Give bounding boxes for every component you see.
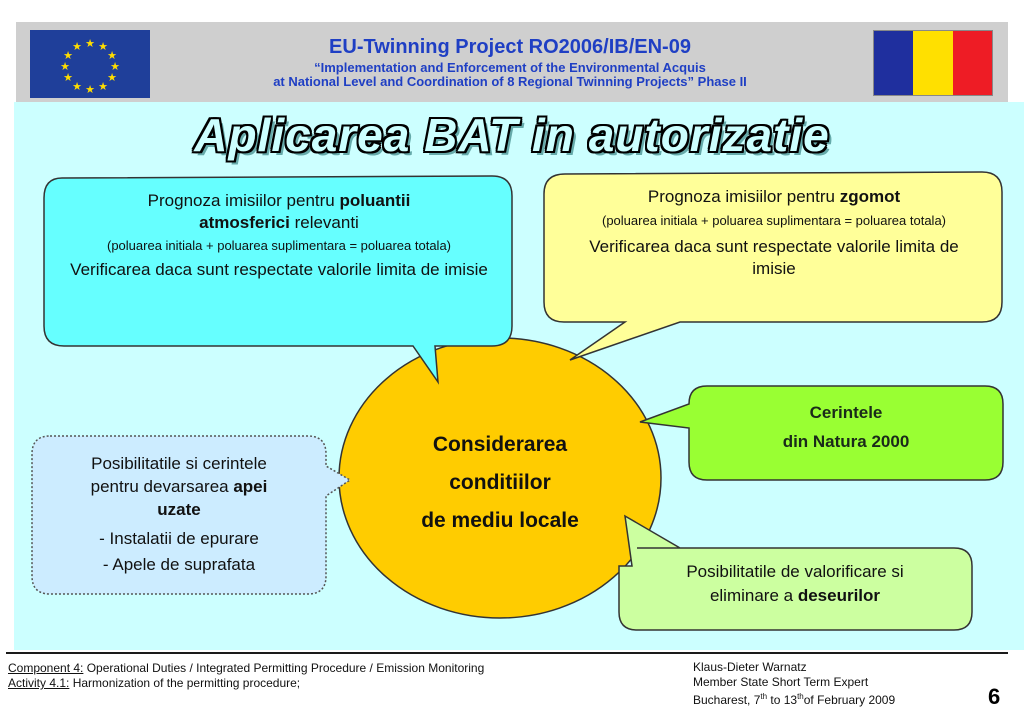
project-subtitle-2: at National Level and Coordination of 8 Regional Twinning Projects” Phase II <box>273 74 747 89</box>
date-sup-1: th <box>760 692 768 701</box>
air-formula: (poluarea initiala + poluarea suplimentara = poluarea totala) <box>107 238 451 253</box>
waste-line-2-bold: deseurilor <box>797 586 881 605</box>
noise-formula: (poluarea initiala + poluarea suplimentara = poluarea totala) <box>602 213 946 228</box>
footer-component <box>8 661 484 675</box>
svg-text:★: ★ <box>98 41 108 53</box>
svg-text:★: ★ <box>60 61 70 73</box>
water-item-1: - Instalatii de epurare <box>99 529 259 548</box>
center-line-1: Considerarea <box>432 433 568 456</box>
air-line-1-bold: poluantii <box>339 191 411 210</box>
project-title: EU-Twinning Project RO2006/IB/EN-09 <box>329 36 691 58</box>
date-part-3: of February 2009 <box>803 693 896 707</box>
center-line-2: conditiilor <box>449 471 551 494</box>
air-check: Verificarea daca sunt respectate valorile limita de imisie <box>70 260 488 279</box>
air-text <box>56 190 502 281</box>
footer-activity-label: Activity 4.1: <box>8 676 70 690</box>
project-subtitle-1: “Implementation and Enforcement of the Environmental Acquis <box>314 60 706 75</box>
noise-line-1: Prognoza imisiilor pentru <box>647 187 840 206</box>
svg-text:★: ★ <box>85 84 95 96</box>
air-line-2-bold: atmosferici <box>199 213 290 232</box>
slide-title: Aplicarea BAT in autorizatie <box>194 109 830 161</box>
noise-text <box>556 186 992 280</box>
waste-line-2: eliminare a <box>709 586 798 605</box>
footer-component-label: Component 4: <box>8 661 84 675</box>
center-line-3: de mediu locale <box>421 509 579 532</box>
water-line-2-bold: apei <box>233 477 268 496</box>
svg-text:★: ★ <box>107 72 117 84</box>
svg-text:★: ★ <box>72 81 82 93</box>
date-part-2: to 13 <box>767 693 798 707</box>
footer-activity-text: Harmonization of the permitting procedure; <box>69 676 301 690</box>
footer-role: Member State Short Term Expert <box>693 675 869 689</box>
natura-line-2: din Natura 2000 <box>782 432 910 451</box>
footer-divider <box>6 652 1008 654</box>
date-part-1: Bucharest, 7 <box>693 693 761 707</box>
water-item-2: - Apele de suprafata <box>102 555 256 574</box>
svg-text:★: ★ <box>110 61 120 73</box>
svg-text:★: ★ <box>72 41 82 53</box>
center-text <box>380 426 620 540</box>
water-line-3-bold: uzate <box>157 500 201 519</box>
date-sup-2: th <box>797 692 804 701</box>
natura-text <box>692 398 1000 456</box>
waste-text <box>622 560 968 608</box>
noise-line-1-bold: zgomot <box>839 187 901 206</box>
natura-line-1: Cerintele <box>809 403 883 422</box>
water-line-2: pentru devarsarea <box>90 477 234 496</box>
svg-text:★: ★ <box>63 72 73 84</box>
air-line-1: Prognoza imisiilor pentru <box>147 191 340 210</box>
footer-author: Klaus-Dieter Warnatz <box>693 660 807 674</box>
water-text <box>36 452 322 576</box>
page-number: 6 <box>988 684 1001 709</box>
footer-component-text: Operational Duties / Integrated Permitting Procedure / Emission Monitoring <box>83 661 485 675</box>
footer-activity <box>8 676 300 690</box>
waste-line-1: Posibilitatile de valorificare si <box>686 562 904 581</box>
air-line-2: relevanti <box>289 213 359 232</box>
svg-text:★: ★ <box>98 81 108 93</box>
footer-date <box>693 690 895 707</box>
noise-check: Verificarea daca sunt respectate valorile limita de imisie <box>589 237 959 278</box>
svg-text:★: ★ <box>63 50 73 62</box>
water-line-1: Posibilitatile si cerintele <box>91 454 267 473</box>
svg-text:★: ★ <box>85 38 95 50</box>
svg-text:★: ★ <box>107 50 117 62</box>
